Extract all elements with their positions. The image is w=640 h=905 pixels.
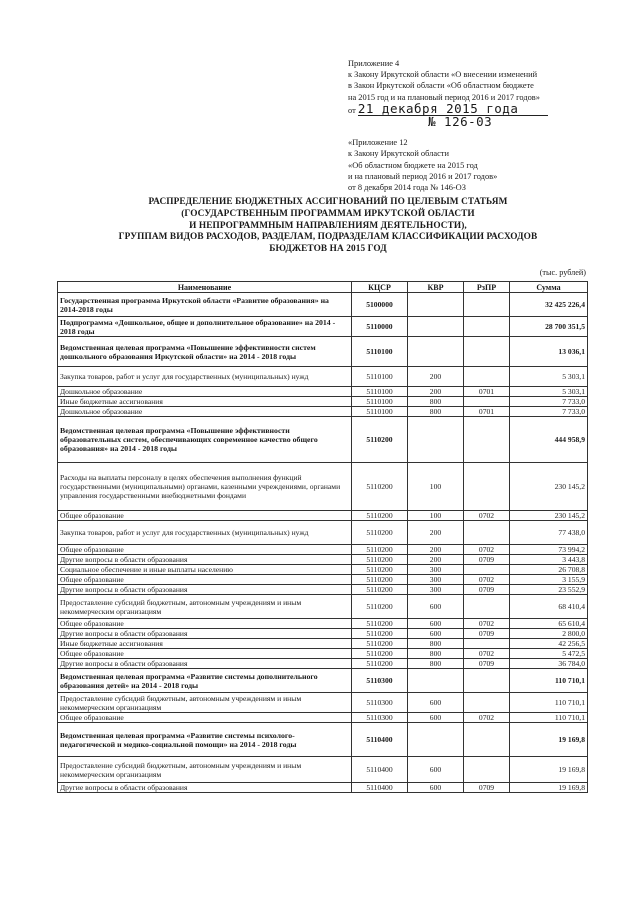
row-kvr: 600 [408,713,464,723]
row-rzpr: 0702 [464,511,510,521]
row-name: Общее образование [58,619,352,629]
table-row [58,713,588,723]
row-kvr: 600 [408,693,464,713]
row-rzpr: 0701 [464,407,510,417]
row-kcsr: 5110100 [352,407,408,417]
table-row [58,545,588,555]
row-rzpr [464,463,510,511]
appendix-line: к Закону Иркутской области «О внесении изменений [348,70,538,80]
row-rzpr [464,565,510,575]
row-kcsr: 5110200 [352,595,408,619]
row-kvr: 100 [408,511,464,521]
document-title [70,197,586,256]
row-kvr: 200 [408,545,464,555]
row-kvr: 200 [408,555,464,565]
row-kvr: 200 [408,387,464,397]
table-row [58,555,588,565]
row-kvr: 300 [408,565,464,575]
row-name: Ведомственная целевая программа «Развитие системы дополнительного образования детей» на 2014 - 2018 годы [58,669,352,693]
row-kcsr: 5110200 [352,545,408,555]
row-name: Иные бюджетные ассигнования [58,639,352,649]
table-row [58,417,588,463]
header-sum: Сумма [510,282,588,293]
row-name: Социальное обеспечение и иные выплаты населению [58,565,352,575]
row-sum: 7 733,0 [510,407,588,417]
row-name: Ведомственная целевая программа «Развитие системы психолого-педагогической и медико-социальной помощи» на 2014 - 2018 годы [58,723,352,757]
row-kcsr: 5110000 [352,317,408,337]
row-rzpr [464,337,510,367]
table-row [58,659,588,669]
row-kcsr: 5110400 [352,757,408,783]
title-line: И НЕПРОГРАММНЫМ НАПРАВЛЕНИЯМ ДЕЯТЕЛЬНОСТИ), [189,220,467,231]
row-sum: 230 145,2 [510,511,588,521]
row-sum: 5 303,1 [510,387,588,397]
row-name: Общее образование [58,649,352,659]
table-row [58,783,588,793]
row-rzpr: 0702 [464,619,510,629]
table-row [58,649,588,659]
table-row [58,511,588,521]
title-line: БЮДЖЕТОВ НА 2015 ГОД [269,244,387,255]
row-sum: 110 710,1 [510,669,588,693]
row-kcsr: 5110300 [352,693,408,713]
row-name: Предоставление субсидий бюджетным, автономным учреждениям и иным некоммерческим организациям [58,693,352,713]
row-rzpr: 0709 [464,659,510,669]
law-number-line [348,116,618,129]
table-row [58,317,588,337]
table-body [58,293,588,793]
row-kvr: 800 [408,397,464,407]
table-row [58,595,588,619]
row-kvr: 600 [408,629,464,639]
title-line: РАСПРЕДЕЛЕНИЕ БЮДЖЕТНЫХ АССИГНОВАНИЙ ПО ЦЕЛЕВЫМ СТАТЬЯМ [148,197,508,207]
row-name: Расходы на выплаты персоналу в целях обеспечения выполнения функций государственными (муниципальными) органами, казенными учреждениями, органами управления государственными внебюджетными фондами [58,463,352,511]
row-sum: 26 708,8 [510,565,588,575]
row-rzpr [464,521,510,545]
table-row [58,521,588,545]
table-row [58,565,588,575]
header-rzpr: РзПР [464,282,510,293]
row-sum: 13 036,1 [510,337,588,367]
row-sum: 42 256,5 [510,639,588,649]
row-name: Подпрограмма «Дошкольное, общее и дополнительное образование» на 2014 - 2018 годы [58,317,352,337]
row-rzpr [464,367,510,387]
appendix-block [348,58,618,193]
handwritten-number: № 126-03 [428,114,493,130]
row-name: Ведомственная целевая программа «Повышение эффективности систем дошкольного образования Иркутской области» на 2014 - 2018 годы [58,337,352,367]
row-rzpr [464,397,510,407]
row-kcsr: 5110200 [352,417,408,463]
row-sum: 65 610,4 [510,619,588,629]
row-rzpr [464,669,510,693]
row-rzpr [464,317,510,337]
row-name: Предоставление субсидий бюджетным, автономным учреждениям и иным некоммерческим организациям [58,595,352,619]
row-kcsr: 5110100 [352,337,408,367]
row-sum: 444 958,9 [510,417,588,463]
row-name: Другие вопросы в области образования [58,783,352,793]
row-rzpr [464,293,510,317]
row-kcsr: 5100000 [352,293,408,317]
row-kcsr: 5110100 [352,367,408,387]
table-row [58,757,588,783]
row-kvr: 800 [408,639,464,649]
row-name: Другие вопросы в области образования [58,555,352,565]
row-name: Государственная программа Иркутской области «Развитие образования» на 2014-2018 годы [58,293,352,317]
row-kvr: 600 [408,619,464,629]
row-name: Дошкольное образование [58,387,352,397]
row-name: Другие вопросы в области образования [58,659,352,669]
table-row [58,293,588,317]
table-row [58,629,588,639]
row-kvr: 600 [408,595,464,619]
row-kcsr: 5110100 [352,397,408,407]
row-kvr [408,293,464,317]
row-kvr: 800 [408,649,464,659]
row-kcsr: 5110200 [352,619,408,629]
row-kvr: 600 [408,783,464,793]
row-sum: 23 552,9 [510,585,588,595]
row-rzpr [464,639,510,649]
row-kvr: 800 [408,407,464,417]
row-kcsr: 5110300 [352,669,408,693]
units-label: (тыс. рублей) [539,268,586,277]
row-kcsr: 5110100 [352,387,408,397]
table-row [58,387,588,397]
row-name: Другие вопросы в области образования [58,585,352,595]
row-kvr [408,723,464,757]
row-kcsr: 5110200 [352,639,408,649]
table-row [58,575,588,585]
appendix-line: «Приложение 12 [348,138,408,148]
row-sum: 5 472,5 [510,649,588,659]
row-kcsr: 5110200 [352,521,408,545]
table-row [58,407,588,417]
row-kcsr: 5110200 [352,649,408,659]
row-kcsr: 5110200 [352,511,408,521]
row-sum: 19 169,8 [510,757,588,783]
row-kvr [408,669,464,693]
row-rzpr: 0702 [464,713,510,723]
row-rzpr [464,757,510,783]
table-row [58,639,588,649]
row-kvr: 600 [408,757,464,783]
row-sum: 230 145,2 [510,463,588,511]
appendix-line: к Закону Иркутской области [348,149,449,159]
row-kvr [408,337,464,367]
row-name: Предоставление субсидий бюджетным, автономным учреждениям и иным некоммерческим организациям [58,757,352,783]
row-rzpr: 0709 [464,585,510,595]
row-sum: 110 710,1 [510,713,588,723]
table-row [58,585,588,595]
row-kvr: 200 [408,521,464,545]
table-row [58,693,588,713]
table-row [58,619,588,629]
row-kcsr: 5110200 [352,555,408,565]
row-rzpr: 0702 [464,575,510,585]
row-rzpr: 0702 [464,545,510,555]
appendix-line: на 2015 год и на плановый период 2016 и 2017 годов» [348,92,540,102]
row-sum: 19 169,8 [510,723,588,757]
table-row [58,367,588,387]
row-name: Общее образование [58,575,352,585]
row-kcsr: 5110200 [352,565,408,575]
row-name: Общее образование [58,545,352,555]
table-row [58,723,588,757]
row-name: Дошкольное образование [58,407,352,417]
table-row [58,669,588,693]
row-name: Закупка товаров, работ и услуг для государственных (муниципальных) нужд [58,521,352,545]
row-rzpr [464,693,510,713]
row-sum: 32 425 226,4 [510,293,588,317]
table-row [58,463,588,511]
row-rzpr: 0709 [464,629,510,639]
row-kvr [408,417,464,463]
budget-table [57,281,588,793]
row-rzpr: 0709 [464,555,510,565]
row-kcsr: 5110200 [352,629,408,639]
row-sum: 68 410,4 [510,595,588,619]
row-rzpr: 0701 [464,387,510,397]
row-kvr: 200 [408,367,464,387]
row-sum: 28 700 351,5 [510,317,588,337]
row-name: Иные бюджетные ассигнования [58,397,352,407]
row-rzpr: 0709 [464,783,510,793]
row-sum: 77 438,0 [510,521,588,545]
row-sum: 36 784,0 [510,659,588,669]
appendix-line: «Об областном бюджете на 2015 год [348,160,478,170]
title-line: (ГОСУДАРСТВЕННЫМ ПРОГРАММАМ ИРКУТСКОЙ ОБЛАСТИ [181,208,475,219]
row-kcsr: 5110300 [352,713,408,723]
row-rzpr [464,417,510,463]
appendix-line: в Закон Иркутской области «Об областном бюджете [348,81,534,91]
row-sum: 110 710,1 [510,693,588,713]
row-kvr: 100 [408,463,464,511]
header-kcsr: КЦСР [352,282,408,293]
row-name: Другие вопросы в области образования [58,629,352,639]
row-name: Закупка товаров, работ и услуг для государственных (муниципальных) нужд [58,367,352,387]
table-header-row [58,282,588,293]
row-sum: 19 169,8 [510,783,588,793]
row-kcsr: 5110200 [352,463,408,511]
row-kvr: 300 [408,575,464,585]
row-rzpr [464,595,510,619]
date-prefix: от [348,105,356,115]
row-kvr: 300 [408,585,464,595]
row-sum: 5 303,1 [510,367,588,387]
row-name: Общее образование [58,511,352,521]
row-kcsr: 5110400 [352,723,408,757]
row-rzpr [464,723,510,757]
row-kcsr: 5110200 [352,659,408,669]
appendix-line: Приложение 4 [348,59,400,68]
row-sum: 3 155,9 [510,575,588,585]
row-sum: 73 994,2 [510,545,588,555]
appendix-line: и на плановый период 2016 и 2017 годов» [348,171,498,181]
row-name: Ведомственная целевая программа «Повышение эффективности образовательных систем, обеспечивающих современное качество общего образования» на 2014 - 2018 годы [58,417,352,463]
row-kvr [408,317,464,337]
header-name: Наименование [58,282,352,293]
header-kvr: КВР [408,282,464,293]
row-sum: 7 733,0 [510,397,588,407]
row-kcsr: 5110200 [352,575,408,585]
handwritten-date: 21 декабря 2015 года [358,103,548,116]
table-row [58,397,588,407]
row-rzpr: 0702 [464,649,510,659]
row-name: Общее образование [58,713,352,723]
title-line: ГРУППАМ ВИДОВ РАСХОДОВ, РАЗДЕЛАМ, ПОДРАЗДЕЛАМ КЛАССИФИКАЦИИ РАСХОДОВ [118,232,538,243]
row-kvr: 800 [408,659,464,669]
table-row [58,337,588,367]
row-kcsr: 5110400 [352,783,408,793]
row-sum: 2 800,0 [510,629,588,639]
appendix-line: от 8 декабря 2014 года № 146-ОЗ [348,183,466,193]
row-kcsr: 5110200 [352,585,408,595]
row-sum: 3 443,8 [510,555,588,565]
